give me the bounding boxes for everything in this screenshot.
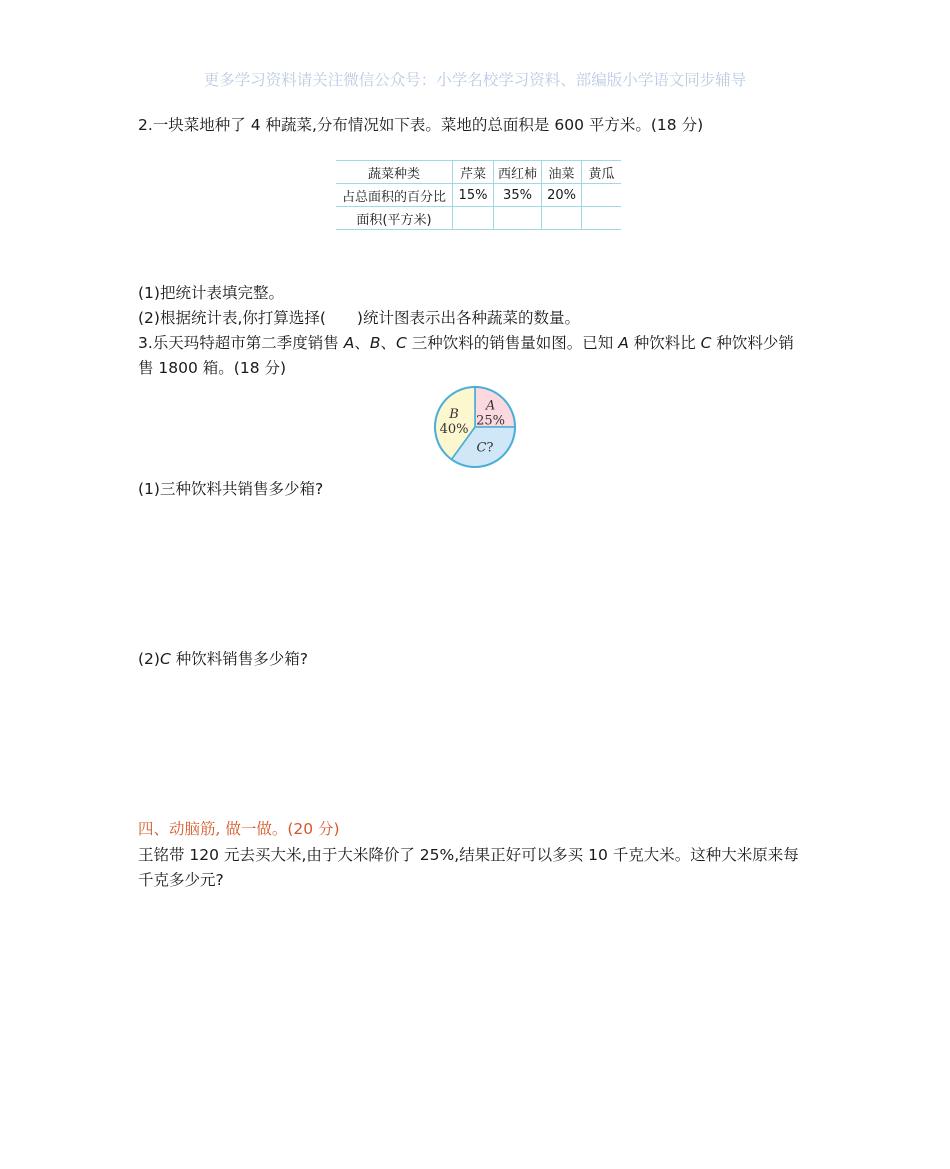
var-a: A (343, 334, 355, 352)
table-cell: 芹菜 (453, 161, 494, 184)
table-cell: 20% (542, 184, 582, 207)
separator: 、 (380, 334, 396, 352)
q2-stem: 2.一块菜地种了 4 种蔬菜,分布情况如下表。菜地的总面积是 600 平方米。(18 分) (138, 116, 704, 134)
section4-title (138, 818, 340, 840)
pie-label-c: C? (476, 440, 494, 456)
beverage-pie-chart (430, 383, 520, 473)
table-row-label: 占总面积的百分比 (336, 184, 453, 207)
q3-stem-text: 3.乐天玛特超市第二季度销售 (138, 334, 344, 352)
table-cell: 15% (453, 184, 494, 207)
q3-sub2-prefix: (2) (138, 650, 160, 668)
pie-value-a: 25% (476, 413, 506, 429)
q3-sub2 (138, 648, 308, 670)
q3-stem-text: 种饮料比 (628, 334, 701, 352)
table-row (336, 207, 621, 230)
section4-points: (20 分) (287, 820, 340, 838)
table-cell: 35% (494, 184, 542, 207)
q3-sub2-text: 种饮料销售多少箱? (170, 650, 308, 668)
table-row-label: 蔬菜种类 (336, 161, 453, 184)
table-cell (542, 207, 582, 230)
table-cell: 西红柿 (494, 161, 542, 184)
table-cell (582, 207, 622, 230)
q3-stem-line2: 售 1800 箱。(18 分) (138, 359, 287, 377)
section4-title-text: 四、动脑筋, 做一做。 (138, 820, 288, 838)
table-cell (582, 184, 622, 207)
q2-sub1: (1)把统计表填完整。 (138, 284, 284, 302)
pie-label-b: B (449, 407, 459, 423)
table-cell (453, 207, 494, 230)
table-row (336, 161, 621, 184)
table-cell (494, 207, 542, 230)
section4-line1: 王铭带 120 元去买大米,由于大米降价了 25%,结果正好可以多买 10 千克大米。这种大米原来每 (138, 846, 799, 864)
q3-stem-text: 种饮料少销 (711, 334, 794, 352)
var-b: B (369, 334, 381, 352)
page-header-watermark: 更多学习资料请关注微信公众号：小学名校学习资料、部编版小学语文同步辅导 (203, 71, 747, 89)
table-row-label: 面积(平方米) (336, 207, 453, 230)
q3-stem-text: 三种饮料的销售量如图。已知 (406, 334, 619, 352)
pie-value-b: 40% (439, 422, 469, 438)
var-a: A (618, 334, 629, 352)
table-cell: 油菜 (542, 161, 582, 184)
vegetable-table (336, 160, 621, 230)
q2-sub2: (2)根据统计表,你打算选择( )统计图表示出各种蔬菜的数量。 (138, 309, 580, 327)
table-cell: 黄瓜 (582, 161, 622, 184)
q3-stem-line1 (138, 332, 794, 354)
section4-line2: 千克多少元? (138, 871, 224, 889)
var-c: C (159, 650, 171, 668)
separator: 、 (354, 334, 370, 352)
table-row (336, 184, 621, 207)
var-c: C (396, 334, 407, 352)
pie-label-a: A (485, 398, 496, 414)
var-c: C (700, 334, 712, 352)
q3-sub1: (1)三种饮料共销售多少箱? (138, 480, 324, 498)
